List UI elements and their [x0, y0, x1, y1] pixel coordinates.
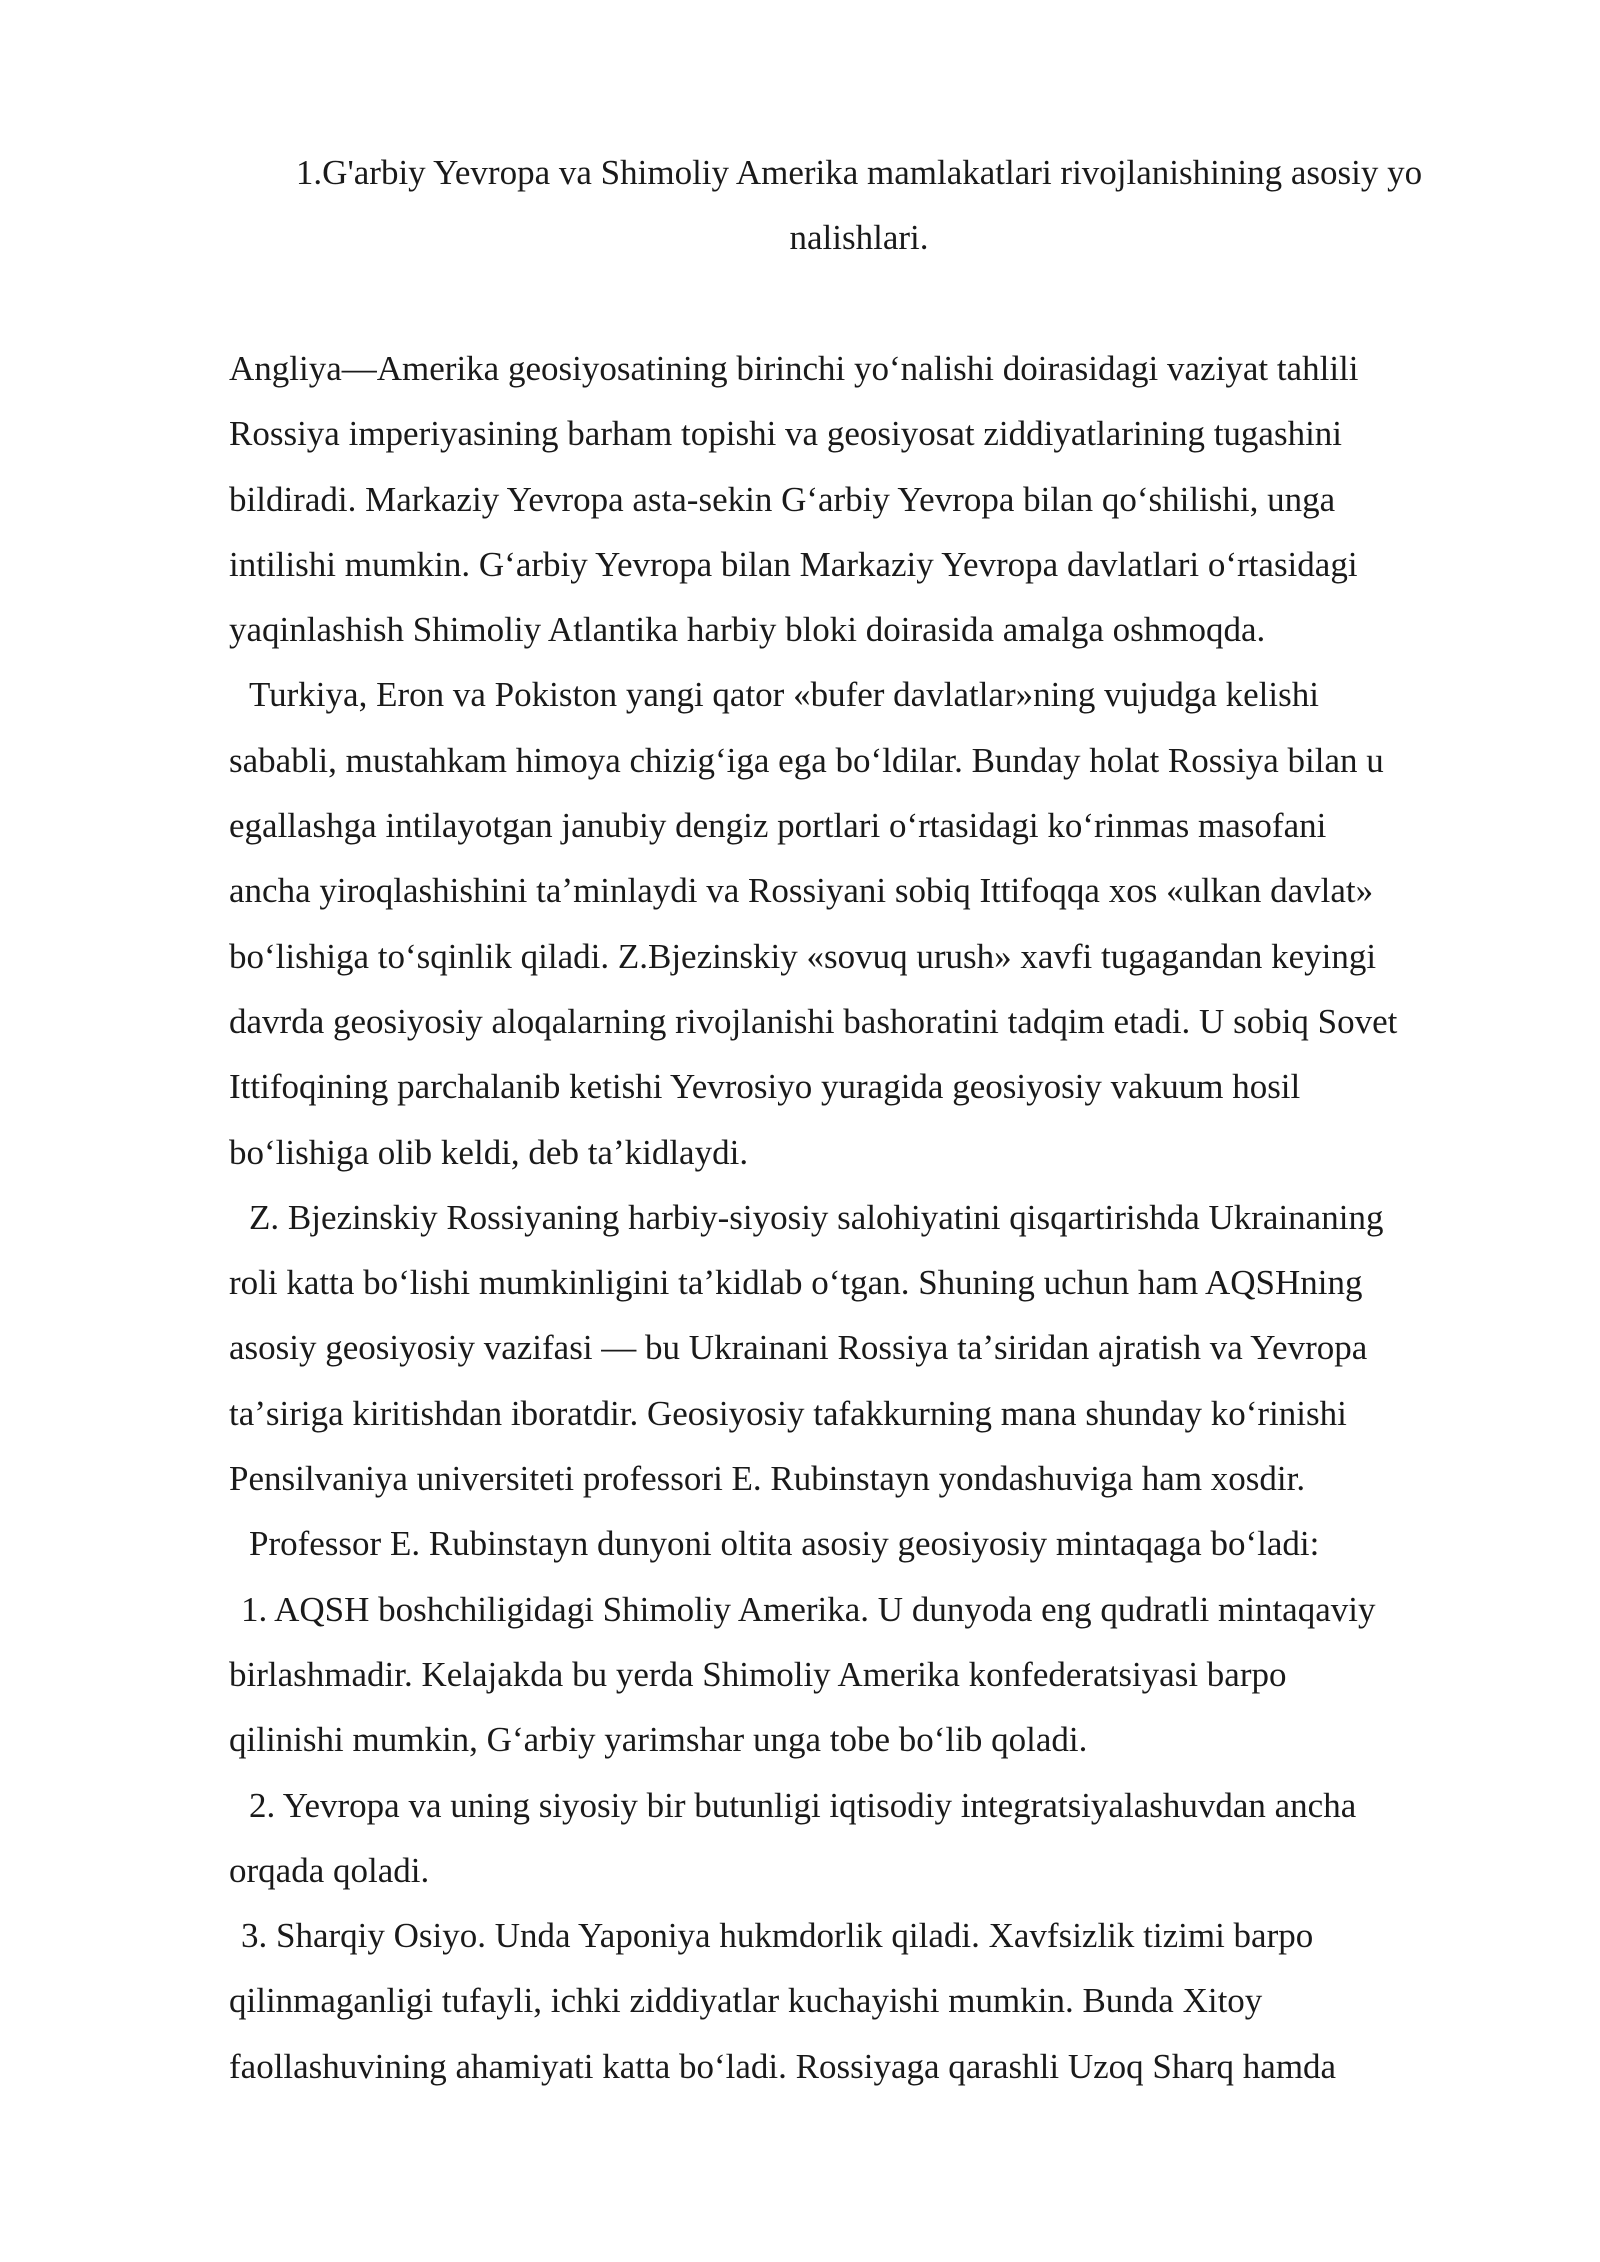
text-line: orqada qoladi.	[229, 1850, 430, 1890]
text-line: asosiy geosiyosiy vazifasi — bu Ukrainani Rossiya taʼsiridan ajratish va Yevropa	[229, 1328, 1368, 1368]
document-body	[229, 336, 1509, 2099]
text-line: sababli, mustahkam himoya chizigʻiga ega boʻldilar. Bunday holat Rossiya bilan u	[229, 740, 1384, 780]
text-line: Z. Bjezinskiy Rossiyaning harbiy-siyosiy salohiyatini qisqartirishda Ukrainaning	[249, 1197, 1384, 1237]
text-line: bildiradi. Markaziy Yevropa asta-sekin Gʻarbiy Yevropa bilan qoʻshilishi, unga	[229, 479, 1336, 519]
text-line: birlashmadir. Kelajakda bu yerda Shimoliy Amerika konfederatsiyasi barpo	[229, 1654, 1287, 1694]
text-line: 2. Yevropa va uning siyosiy bir butunligi iqtisodiy integratsiyalashuvdan ancha	[249, 1785, 1357, 1825]
text-line: yaqinlashish Shimoliy Atlantika harbiy bloki doirasida amalga oshmoqda.	[229, 610, 1266, 650]
text-line: Pensilvaniya universiteti professori E. Rubinstayn yondashuviga ham xosdir.	[229, 1459, 1306, 1499]
text-line: boʻlishiga toʻsqinlik qiladi. Z.Bjezinskiy «sovuq urush» xavfi tugagandan keyingi	[229, 936, 1377, 976]
text-line: qilinmaganligi tufayli, ichki ziddiyatlar kuchayishi mumkin. Bunda Xitoy	[229, 1981, 1263, 2021]
text-line: Rossiya imperiyasining barham topishi va geosiyosat ziddiyatlarining tugashini	[229, 414, 1343, 454]
text-line: intilishi mumkin. Gʻarbiy Yevropa bilan Markaziy Yevropa davlatlari oʻrtasidagi	[229, 544, 1358, 584]
text-line: Ittifoqining parchalanib ketishi Yevrosiyo yuragida geosiyosiy vakuum hosil	[229, 1067, 1301, 1107]
text-line: 3. Sharqiy Osiyo. Unda Yaponiya hukmdorlik qiladi. Xavfsizlik tizimi barpo	[241, 1916, 1314, 1956]
text-line: Angliya—Amerika geosiyosatining birinchi yoʻnalishi doirasidagi vaziyat tahlili	[229, 349, 1359, 388]
text-line: Professor E. Rubinstayn dunyoni oltita asosiy geosiyosiy mintaqaga boʻladi:	[249, 1524, 1320, 1564]
text-line: roli katta boʻlishi mumkinligini taʼkidlab oʻtgan. Shuning uchun ham AQSHning	[229, 1263, 1363, 1303]
text-line: qilinishi mumkin, Gʻarbiy yarimshar unga tobe boʻlib qoladi.	[229, 1720, 1088, 1760]
text-line: taʼsiriga kiritishdan iboratdir. Geosiyosiy tafakkurning mana shunday koʻrinishi	[229, 1393, 1347, 1433]
text-line: ancha yiroqlashishini taʼminlaydi va Rossiyani sobiq Ittifoqqa xos «ulkan davlat»	[229, 871, 1374, 911]
text-line: boʻlishiga olib keldi, deb taʼkidlaydi.	[229, 1132, 749, 1172]
text-line: davrda geosiyosiy aloqalarning rivojlanishi bashoratini tadqim etadi. U sobiq Sovet	[229, 1001, 1398, 1041]
text-line: Turkiya, Eron va Pokiston yangi qator «bufer davlatlar»ning vujudga kelishi	[249, 675, 1319, 715]
document-title	[229, 140, 1489, 271]
title-line: 1.G'arbiy Yevropa va Shimoliy Amerika mamlakatlari rivojlanishining asosiy yo	[295, 153, 1423, 192]
text-line: egallashga intilayotgan janubiy dengiz portlari oʻrtasidagi koʻrinmas masofani	[229, 806, 1327, 846]
text-line: 1. AQSH boshchiligidagi Shimoliy Amerika. U dunyoda eng qudratli mintaqaviy	[241, 1589, 1376, 1629]
title-line: nalishlari.	[789, 218, 929, 258]
text-line: faollashuvining ahamiyati katta boʻladi. Rossiyaga qarashli Uzoq Sharq hamda	[229, 2046, 1337, 2086]
